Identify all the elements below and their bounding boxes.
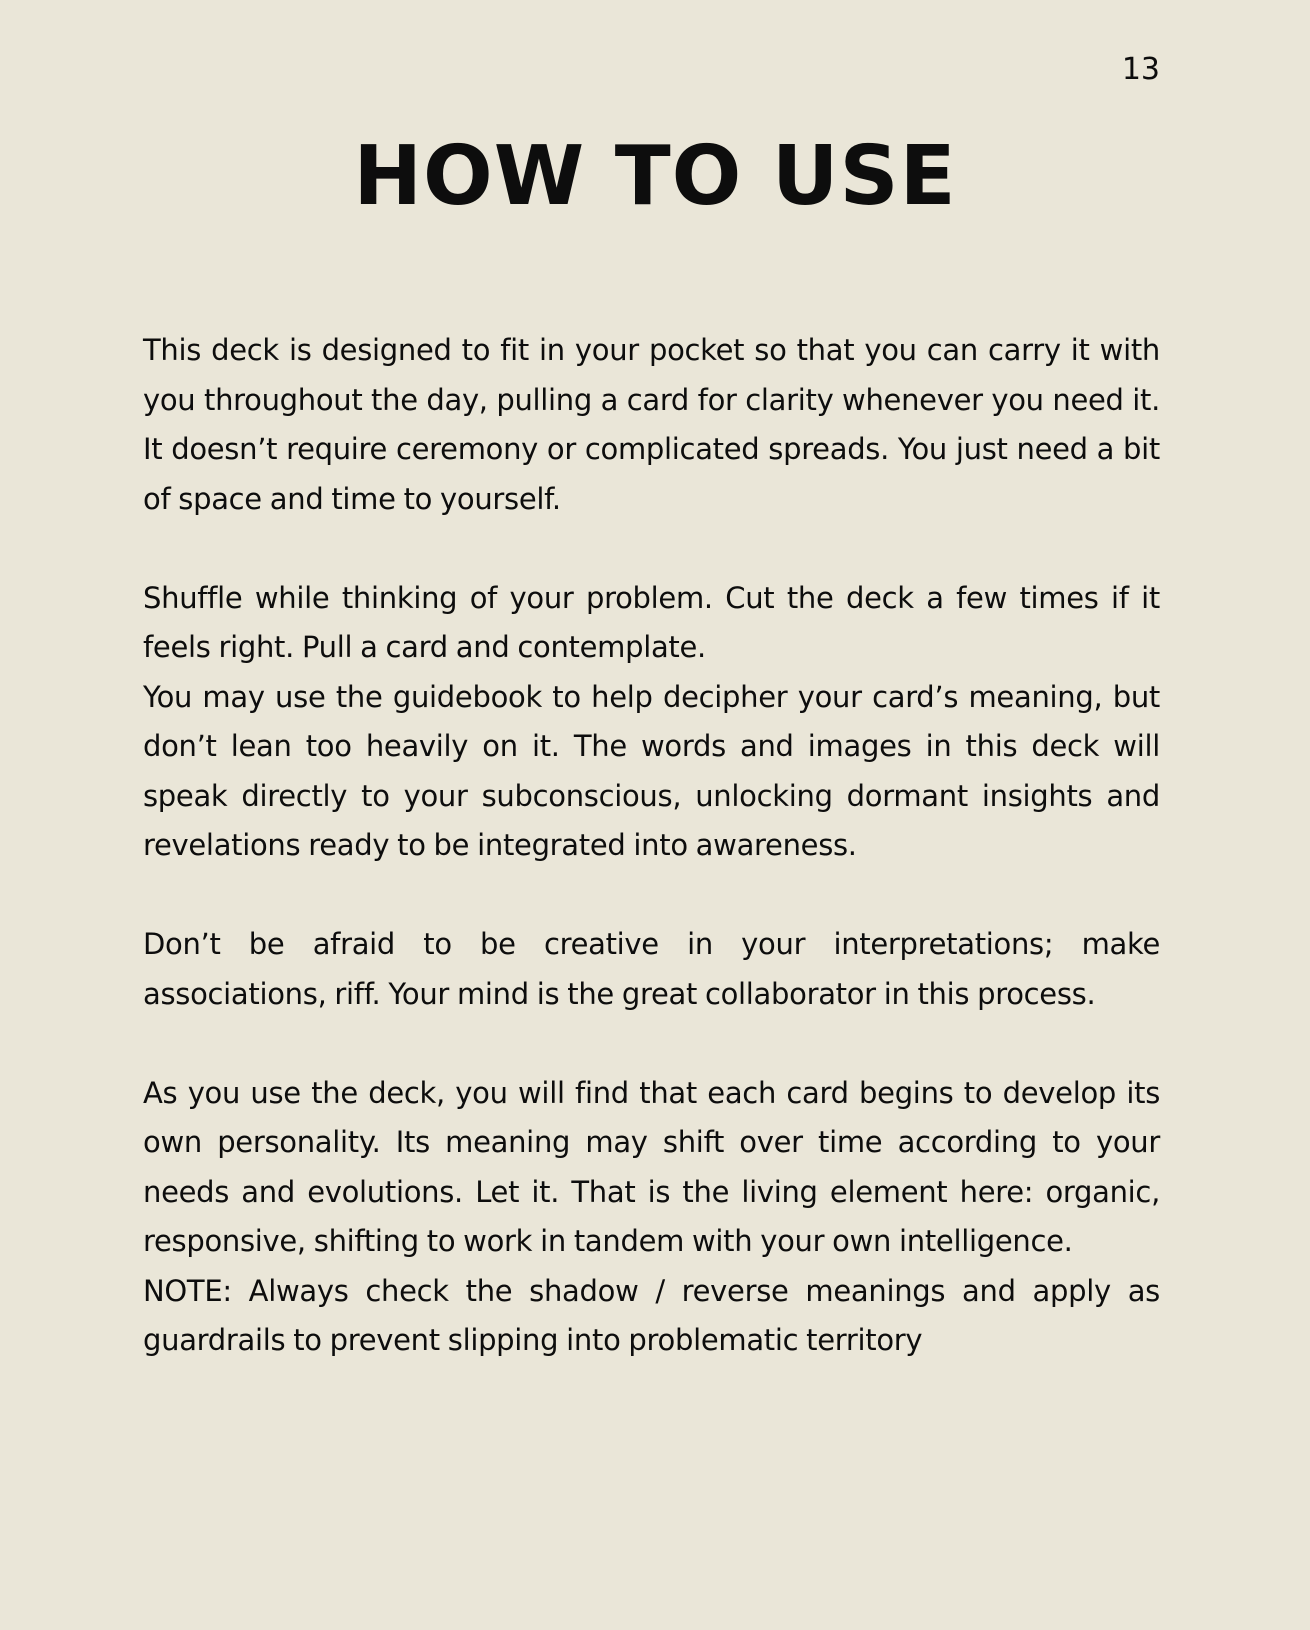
paragraph: Shuffle while thinking of your problem. Cut the deck a few times if it feels right. Pull a card and contemplate. — [143, 580, 1160, 664]
paragraph: This deck is designed to fit in your pocket so that you can carry it with you throughout the day, pulling a card for clarity whenever you need it. It doesn’t require ceremony or complicated spreads. You just need a bit of space and time to yourself. — [143, 333, 1160, 516]
paragraph: You may use the guidebook to help decipher your card’s meaning, but don’t lean too heavily on it. The words and images in this deck will speak directly to your subconscious, unlocking dormant insights and revelations ready to be integrated into awareness. — [143, 679, 1160, 862]
page-number: 13 — [1121, 52, 1160, 87]
paragraph: Don’t be afraid to be creative in your interpretations; make associations, riff. Your mind is the great collaborator in this process. — [143, 927, 1160, 1011]
paragraph: As you use the deck, you will find that each card begins to develop its own personality. Its meaning may shift over time according to your needs and evolutions. Let it. That is the living element here: organic, responsive, shifting to work in tandem with your own intelligence. — [143, 1075, 1160, 1258]
body-text — [143, 326, 1160, 1366]
page-title: HOW TO USE — [353, 129, 957, 224]
paragraph: NOTE: Always check the shadow / reverse meanings and apply as guardrails to prevent slipping into problematic territory — [143, 1273, 1160, 1357]
